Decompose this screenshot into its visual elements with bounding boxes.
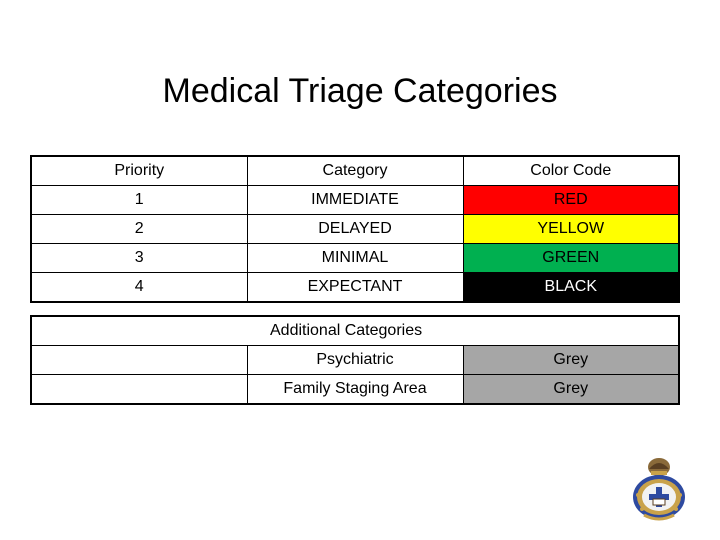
category-cell: DELAYED bbox=[247, 215, 463, 244]
color-code-cell: Grey bbox=[463, 375, 679, 405]
triage-table bbox=[30, 155, 680, 303]
color-code-cell: BLACK bbox=[463, 273, 679, 303]
table-row bbox=[31, 186, 679, 215]
empty-cell bbox=[31, 346, 247, 375]
priority-cell: 2 bbox=[31, 215, 247, 244]
color-code-cell: RED bbox=[463, 186, 679, 215]
page-title: Medical Triage Categories bbox=[162, 72, 558, 110]
table-row bbox=[31, 244, 679, 273]
table-row bbox=[31, 215, 679, 244]
priority-cell: 1 bbox=[31, 186, 247, 215]
additional-categories-heading: Additional Categories bbox=[31, 316, 679, 346]
color-code-cell: YELLOW bbox=[463, 215, 679, 244]
table-row bbox=[31, 375, 679, 405]
emblem-seal-icon bbox=[630, 455, 688, 521]
table-row bbox=[31, 273, 679, 303]
category-cell: Family Staging Area bbox=[247, 375, 463, 405]
additional-categories-table bbox=[30, 315, 680, 405]
category-cell: IMMEDIATE bbox=[247, 186, 463, 215]
category-cell: MINIMAL bbox=[247, 244, 463, 273]
additional-heading-row bbox=[31, 316, 679, 346]
header-priority: Priority bbox=[31, 156, 247, 186]
header-category: Category bbox=[247, 156, 463, 186]
color-code-cell: Grey bbox=[463, 346, 679, 375]
category-cell: Psychiatric bbox=[247, 346, 463, 375]
priority-cell: 3 bbox=[31, 244, 247, 273]
header-color-code: Color Code bbox=[463, 156, 679, 186]
color-code-cell: GREEN bbox=[463, 244, 679, 273]
priority-cell: 4 bbox=[31, 273, 247, 303]
table-row bbox=[31, 346, 679, 375]
category-cell: EXPECTANT bbox=[247, 273, 463, 303]
table-header-row bbox=[31, 156, 679, 186]
empty-cell bbox=[31, 375, 247, 405]
